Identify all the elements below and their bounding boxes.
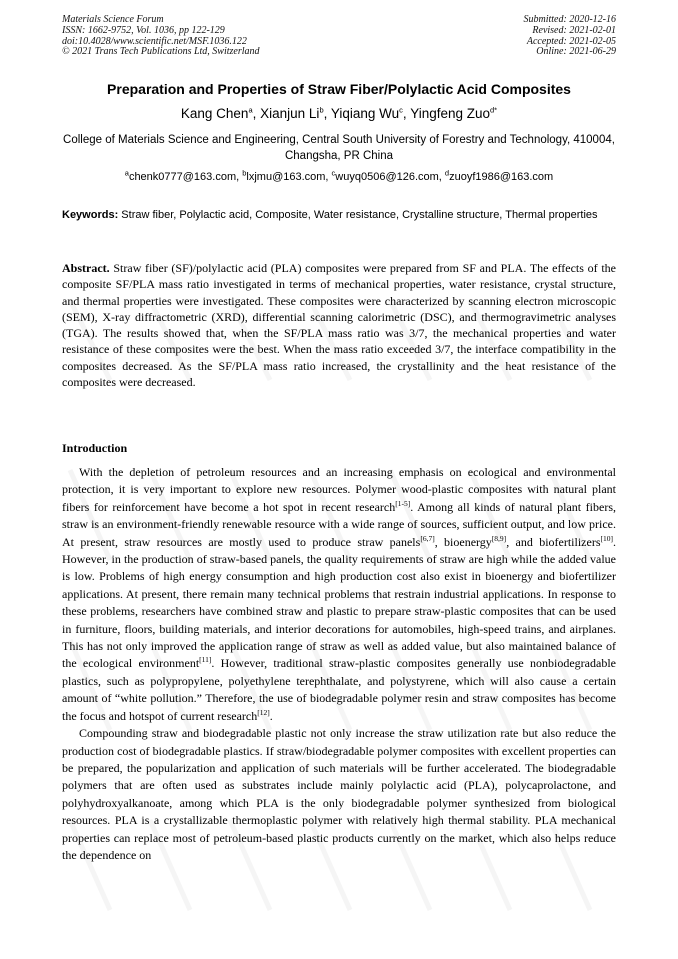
abstract-section [62, 260, 616, 390]
author-name: Yingfeng Zuo [410, 106, 490, 121]
author-superscript: a [248, 105, 253, 115]
journal-info [62, 15, 260, 58]
text-run: With the depletion of petroleum resources and an increasing emphasis on ecological and environmental protection, it is very important to explore new resources. Polymer wood-plastic composites with natural plant fibers for reinforcement have become a hot spot in recent research [62, 465, 616, 514]
author-4 [410, 106, 497, 121]
text-run: . Among all kinds of natural plant fibers, straw is an environment-friendly renewable resource with a wide range of sources, sufficient output, and low price. At present, straw resources are mostly used to produce straw panels [62, 499, 616, 549]
author-name: Kang Chen [180, 106, 249, 121]
text-run: . [269, 708, 273, 723]
text-run: . However, in the production of straw-based panels, the quality requirements of straw are high while the added value is low. Problems of high energy consumption and high production cost also exist in bioenergy and biofertilizer applications. At present, there remain many technical problems that restrain industrial applications. In response to these problems, researchers have combined straw and plastic to prepare straw-plastic composites that can be used in furniture, floors, building materials, and interior decorations for automobiles, high-speed trains, and airplanes. This has not only improved the application range of straw as well as added value, but also maintained balance of the ecological environment [62, 534, 617, 671]
author-2 [260, 106, 331, 121]
revised-date: Revised: 2021-02-01 [532, 24, 616, 36]
author-superscript: d* [490, 105, 498, 115]
email-4[interactable] [444, 168, 554, 183]
journal-name: Materials Science Forum [62, 14, 164, 25]
email-1[interactable] [124, 168, 243, 183]
email-superscript: c [331, 168, 336, 178]
citation[interactable]: [1-5] [395, 498, 411, 508]
paragraph-2: Compounding straw and biodegradable plastic not only increase the straw utilization rate but also reduce the production cost of biodegradable plastics. If straw/biodegradable polymer composites with excellent properties can be prepared, the popularization and application of such materials will be further accelerated. The biodegradable polymers that are often used as substrates include mainly polylactic acid (PLA), polycaprolactone, and polyhydroxyalkanoate, among which PLA is the only biodegradable polymer synthesized from biological resources. PLA is a crystallizable thermoplastic polymer with relatively high thermal stability. PLA mechanical properties can replace most of petroleum-based plastic products currently on the market, which also helps reduce the dependence on [62, 726, 616, 862]
author-list [0, 106, 678, 121]
email-address: zuoyf1986@163.com [449, 171, 554, 183]
abstract-label: Abstract. [62, 261, 110, 275]
author-separator: , [323, 106, 331, 121]
author-1 [181, 106, 260, 121]
author-superscript: b [319, 105, 324, 115]
email-superscript: d [444, 168, 450, 178]
keywords-text: Straw fiber, Polylactic acid, Composite, Water resistance, Crystalline structure, Thermal properties [118, 209, 598, 221]
author-separator: , [402, 106, 411, 121]
email-address: wuyq0506@126.com, [335, 171, 445, 183]
author-3 [331, 106, 410, 121]
citation[interactable]: [8,9] [491, 533, 507, 543]
email-superscript: b [242, 168, 247, 178]
citation[interactable]: [11] [199, 655, 212, 665]
email-list [0, 168, 678, 183]
text-run: , bioenergy [434, 534, 492, 549]
author-separator: , [252, 106, 261, 121]
online-date: Online: 2021-06-29 [536, 46, 616, 58]
text-run: , and biofertilizers [506, 534, 601, 549]
copyright-line: © 2021 Trans Tech Publications Ltd, Switzerland [62, 46, 260, 58]
email-address: chenk0777@163.com, [128, 171, 243, 183]
author-name: Xianjun Li [260, 106, 320, 121]
introduction-heading: Introduction [62, 441, 128, 455]
introduction-body [62, 464, 616, 864]
text-run: . However, traditional straw-plastic composites generally use nonbiodegradable plastics, such as polypropylene, polyethylene terephthalate, and polystyrene, which will also cause a certain amount of “white pollution.” Therefore, the use of biodegradable polymer resin and straw composites has become the focus and hotspot of current research [62, 656, 616, 723]
paragraph-1 [62, 464, 616, 725]
submission-dates [524, 15, 617, 58]
email-superscript: a [124, 168, 129, 178]
citation[interactable]: [10] [600, 533, 614, 543]
keywords-section [62, 207, 616, 223]
doi-line: doi:10.4028/www.scientific.net/MSF.1036.122 [62, 35, 247, 47]
issn-line: ISSN: 1662-9752, Vol. 1036, pp 122-129 [62, 24, 225, 36]
paper-title: Preparation and Properties of Straw Fiber/Polylactic Acid Composites [107, 81, 571, 97]
keywords-label: Keywords: [62, 209, 119, 221]
author-superscript: c [399, 105, 403, 115]
citation[interactable]: [6,7] [420, 533, 435, 543]
submitted-date: Submitted: 2020-12-16 [523, 14, 616, 25]
affiliation: College of Materials Science and Engineering, Central South University of Forestry and Technology, 410004, Changsha, PR China [63, 134, 615, 162]
citation[interactable]: [12] [257, 707, 270, 717]
email-3[interactable] [331, 168, 445, 183]
email-2[interactable] [242, 168, 332, 183]
abstract-text: Straw fiber (SF)/polylactic acid (PLA) composites were prepared from SF and PLA. The effects of the composite SF/PLA mass ratio investigated in terms of mechanical properties, water resistance, crystal structure, and thermal properties were investigated. These composites were characterized by scanning electron microscopic (SEM), X-ray diffractometric (XRD), differential scanning calorimetric (DSC), and thermogravimetric analyses (TGA). The results showed that, when the SF/PLA mass ratio was 3/7, the mechanical properties and water resistance of these composites were the best. When the mass ratio exceeded 3/7, the interface compatibility in the composites decreased. As the SF/PLA mass ratio increased, the crystallinity and the heat resistance of the composites were decreased. [62, 261, 616, 389]
email-address: lxjmu@163.com, [246, 171, 332, 183]
author-name: Yiqiang Wu [330, 106, 400, 121]
accepted-date: Accepted: 2021-02-05 [526, 35, 616, 47]
